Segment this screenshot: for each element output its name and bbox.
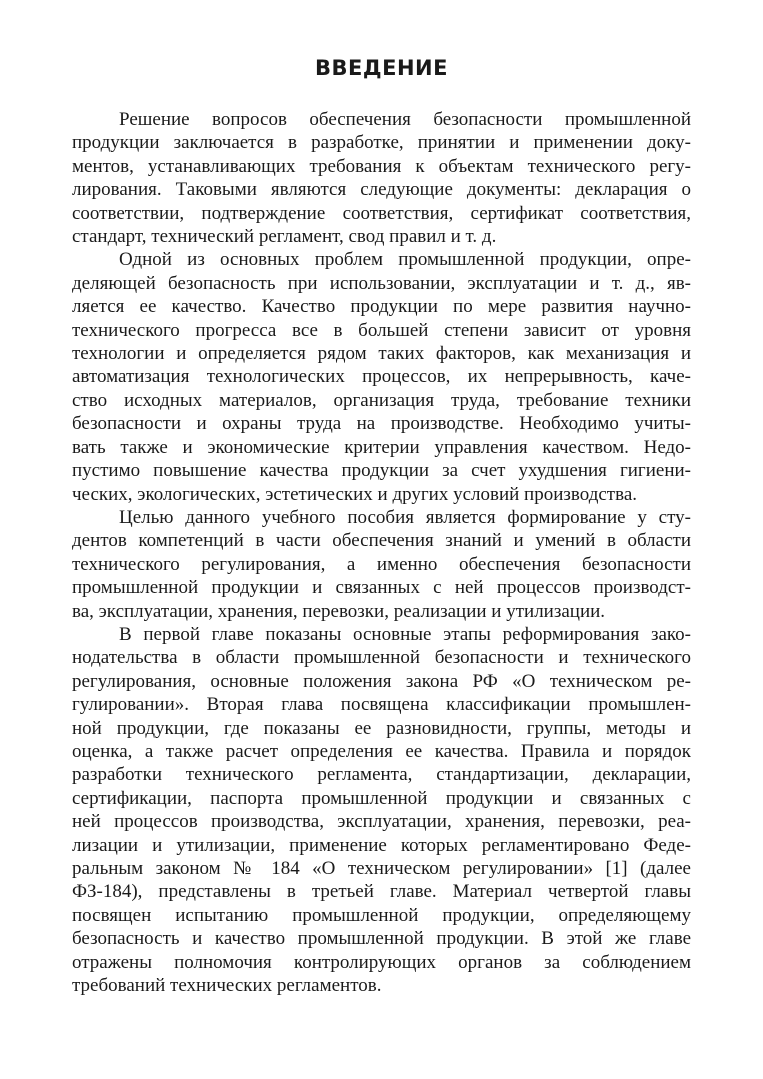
text-line: соответствии, подтверждение соответствия, сертификат соответствия, [72, 202, 691, 224]
text-line: ной продукции, где показаны ее разновидности, группы, методы и [72, 717, 691, 739]
text-line: ФЗ-184), представлены в третьей главе. Материал четвертой главы [72, 881, 691, 903]
document-page [72, 56, 691, 997]
text-line: оценка, а также расчет определения ее качества. Правила и порядок [72, 740, 691, 762]
text-line: ческих, экологических, эстетических и других условий производства. [72, 483, 637, 505]
text-line: ство исходных материалов, организация труда, требование техники [72, 389, 691, 411]
text-line: ляется ее качество. Качество продукции по мере развития научно- [72, 296, 691, 318]
page-title: ВВЕДЕНИЕ [315, 56, 448, 80]
text-line: требований технических регламентов. [72, 975, 382, 997]
text-line: ва, эксплуатации, хранения, перевозки, реализации и утилизации. [72, 600, 606, 622]
text-line: регулирования, основные положения закона РФ «О техническом ре- [72, 670, 691, 692]
text-line: отражены полномочия контролирующих органов за соблюдением [72, 951, 691, 973]
text-line: безопасность и качество промышленной продукции. В этой же главе [72, 928, 691, 950]
text-line: технического прогресса все в большей степени зависит от уровня [72, 319, 691, 341]
text-line: Целью данного учебного пособия является формирование у сту- [119, 506, 691, 528]
text-line: ральным законом № 184 «О техническом регулировании» [1] (далее [72, 858, 691, 879]
paragraph-1 [72, 108, 691, 248]
text-line: продукции заключается в разработке, принятии и применении доку- [72, 132, 691, 154]
text-line: гулировании». Вторая глава посвящена классификации промышлен- [72, 694, 691, 716]
text-line: посвящен испытанию промышленной продукции, определяющему [72, 904, 691, 926]
text-line: промышленной продукции и связанных с ней процессов производст- [72, 577, 691, 599]
text-line: В первой главе показаны основные этапы реформирования зако- [119, 623, 691, 645]
text-line: дентов компетенций в части обеспечения знаний и умений в области [72, 530, 691, 552]
text-line: лизации и утилизации, применение которых регламентировано Феде- [72, 834, 691, 856]
text-line: лирования. Таковыми являются следующие документы: декларация о [72, 179, 691, 201]
text-line: сертификации, паспорта промышленной продукции и связанных с [72, 787, 691, 809]
text-line: Одной из основных проблем промышленной продукции, опре- [119, 249, 691, 271]
text-line: безопасности и охраны труда на производстве. Необходимо учиты- [72, 413, 691, 435]
text-line: технического регулирования, а именно обеспечения безопасности [72, 553, 691, 575]
text-line: разработки технического регламента, стандартизации, декларации, [72, 764, 691, 786]
text-line: ментов, устанавливающих требования к объектам технического регу- [72, 155, 691, 177]
paragraph-2 [72, 248, 691, 505]
text-line: технологии и определяется рядом таких факторов, как механизация и [72, 343, 691, 365]
text-line: пустимо повышение качества продукции за счет ухудшения гигиени- [72, 460, 691, 482]
text-line: нодательства в области промышленной безопасности и технического [72, 647, 691, 669]
text-line: стандарт, технический регламент, свод правил и т. д. [72, 226, 497, 248]
text-line: Решение вопросов обеспечения безопасности промышленной [119, 109, 691, 130]
paragraph-3 [72, 506, 691, 623]
paragraph-4 [72, 623, 691, 998]
text-line: ней процессов производства, эксплуатации, хранения, перевозки, реа- [72, 811, 691, 833]
text-line: деляющей безопасность при использовании, эксплуатации и т. д., яв- [72, 272, 691, 294]
text-line: автоматизация технологических процессов, их непрерывность, каче- [72, 366, 691, 388]
text-line: вать также и экономические критерии управления качеством. Недо- [72, 436, 691, 458]
